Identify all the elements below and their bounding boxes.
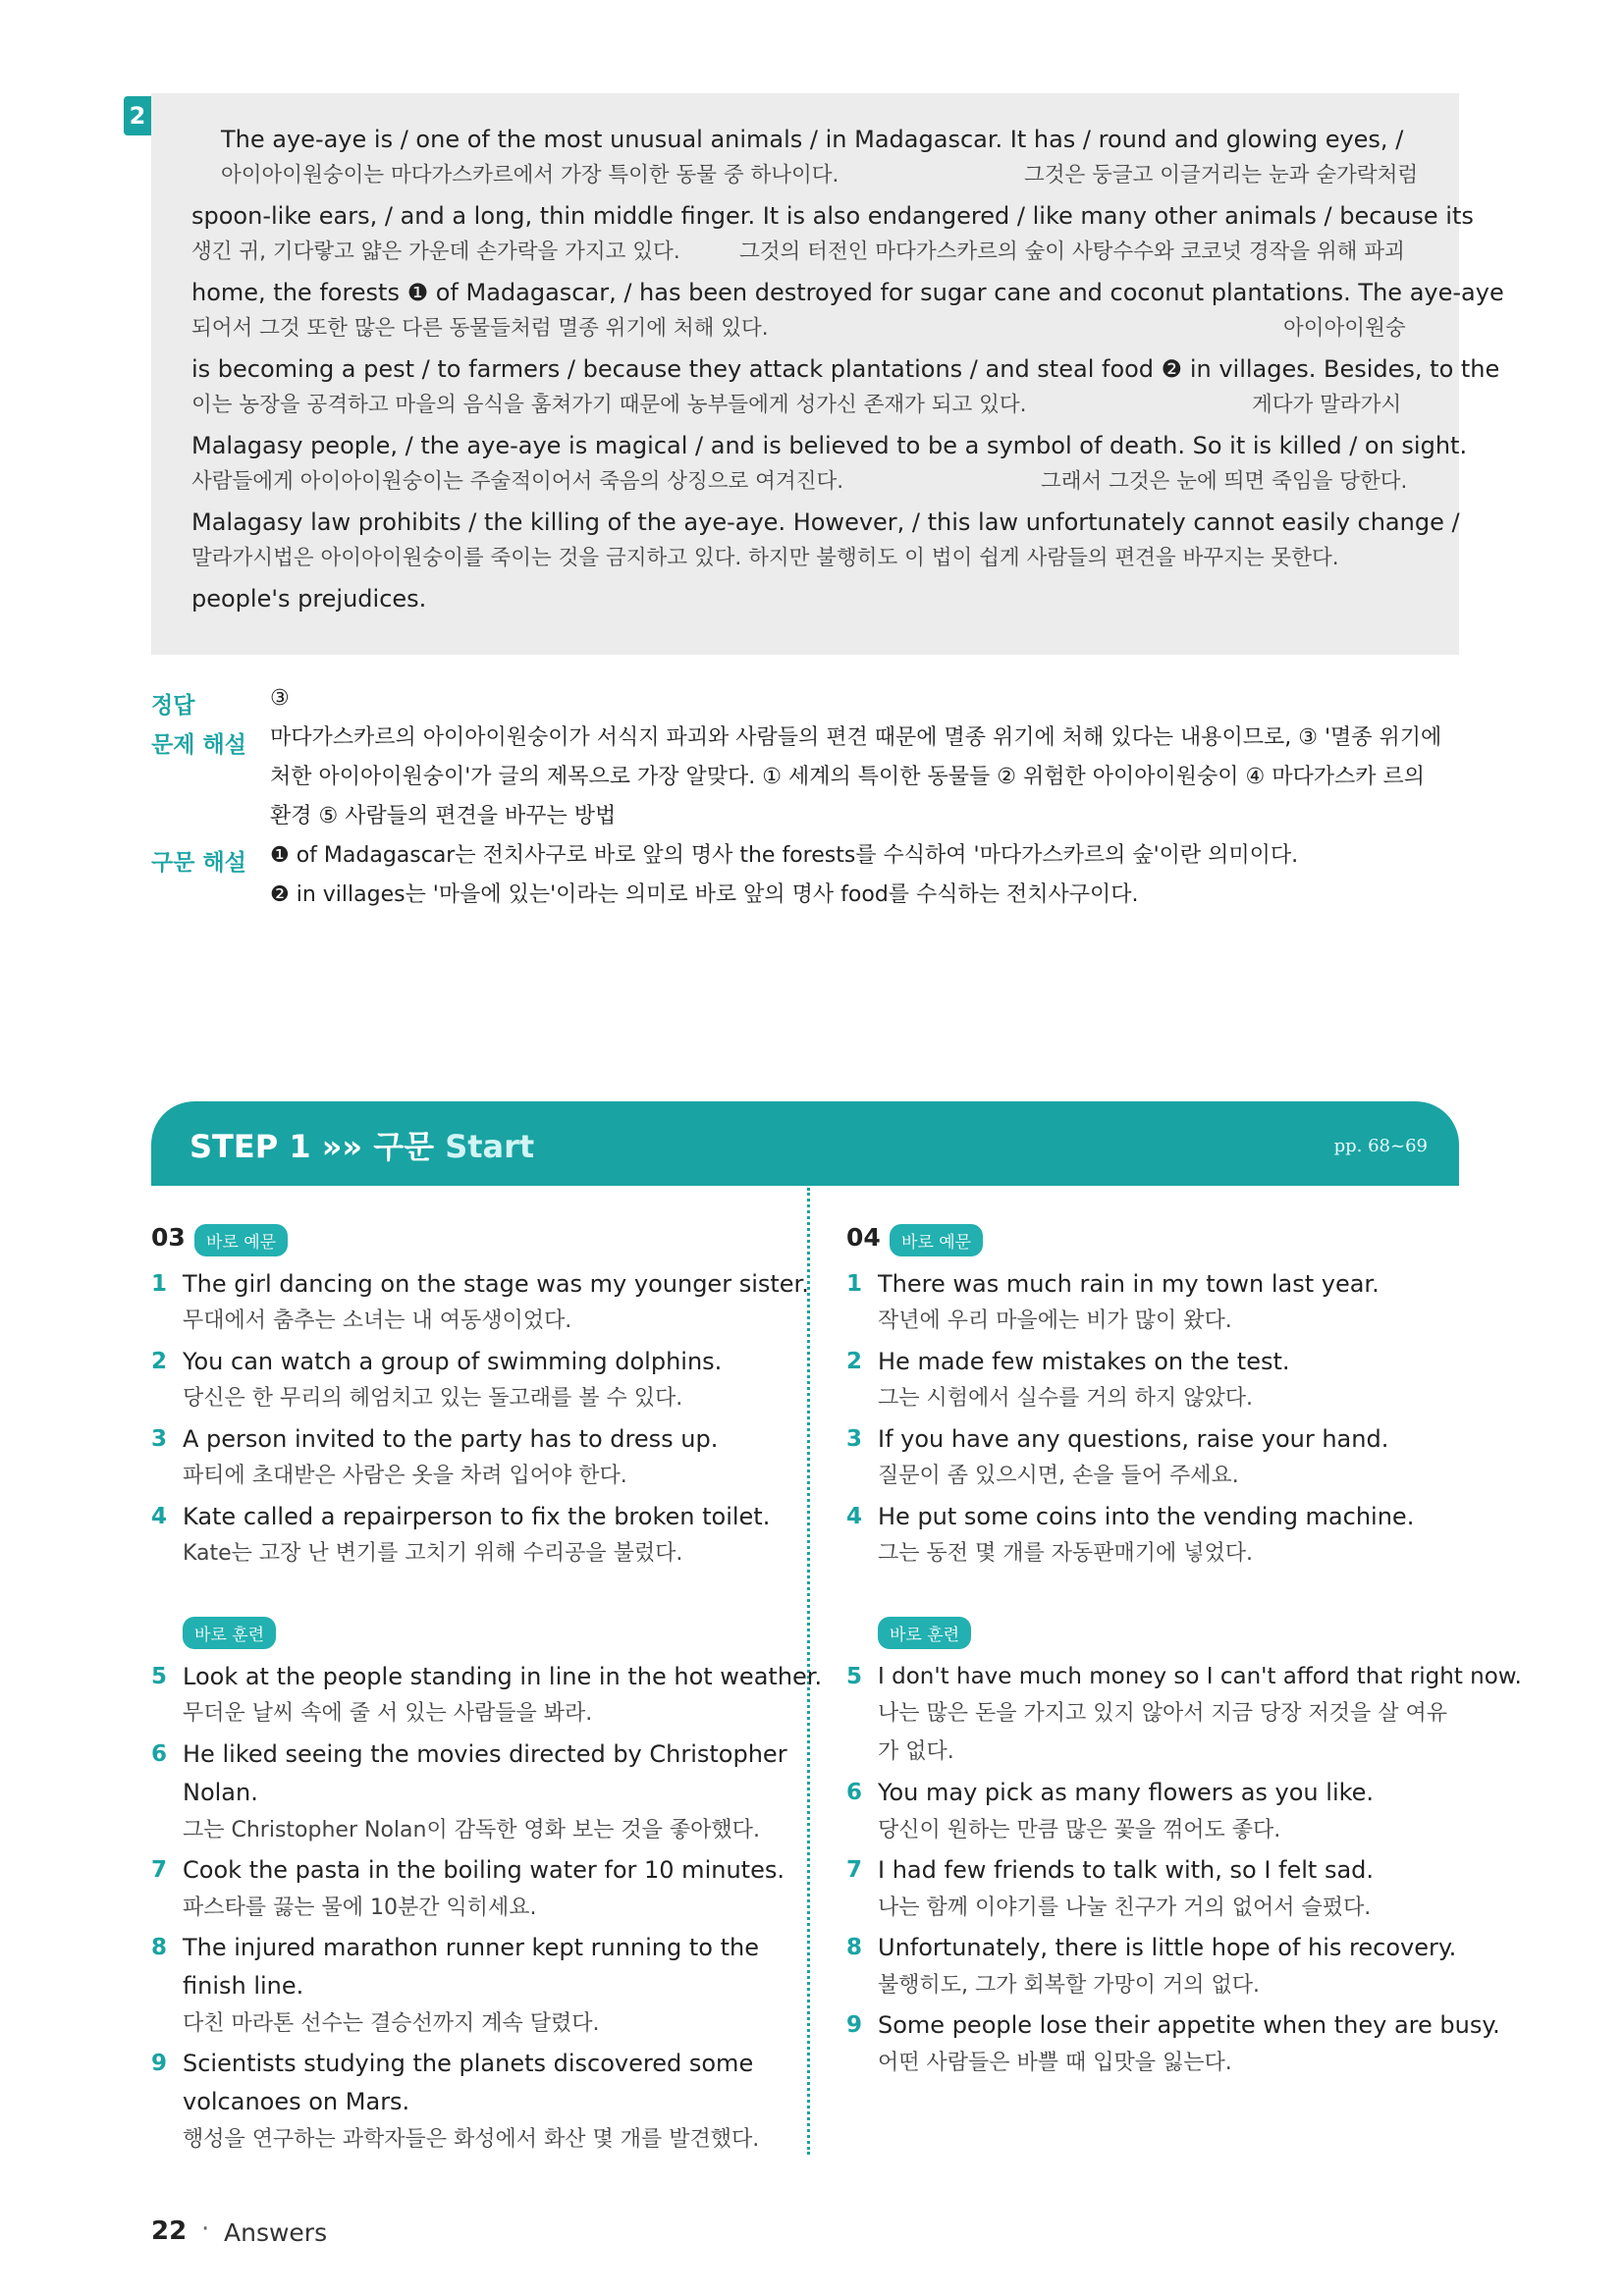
passage-translation: 그것은 둥글고 이글거리는 눈과 숟가락처럼	[1024, 163, 1419, 187]
item-number: 2	[846, 1349, 863, 1374]
training-translation: 어떤 사람들은 바쁠 때 입맛을 잃는다.	[878, 2051, 1232, 2075]
example-translation: 작년에 우리 마을에는 비가 많이 왔다.	[878, 1308, 1232, 1333]
item-number: 8	[151, 1935, 168, 1960]
item-number: 1	[151, 1271, 168, 1297]
training-sentence: Scientists studying the planets discovered some	[183, 2050, 754, 2077]
item-number: 9	[151, 2051, 168, 2076]
explanation-line: 처한 아이아이원숭이'가 글의 제목으로 가장 알맞다. ① 세계의 특이한 동물들 ② 위험한 아이아이원숭이 ④ 마다가스카 르의	[270, 765, 1425, 789]
training-badge: 바로 훈련	[878, 1617, 971, 1649]
syntax-label: 구문 해설	[151, 850, 246, 876]
training-translation: 행성을 연구하는 과학자들은 화성에서 화산 몇 개를 발견했다.	[183, 2127, 760, 2152]
passage-line: The aye-aye is / one of the most unusual animals / in Madagascar. It has / round and glowing eyes, /	[221, 126, 1404, 153]
footer-separator: ·	[201, 2215, 210, 2244]
passage-line: people's prejudices.	[191, 585, 427, 613]
step-title-prefix: STEP 1 »» 구문	[189, 1128, 435, 1165]
passage-translation: 아이아이원숭	[1283, 316, 1406, 341]
item-number: 4	[846, 1504, 863, 1529]
example-translation: 당신은 한 무리의 헤엄치고 있는 돌고래를 볼 수 있다.	[183, 1386, 683, 1411]
item-number: 5	[846, 1664, 863, 1689]
training-sentence: Nolan.	[183, 1779, 258, 1806]
item-number: 1	[846, 1271, 863, 1297]
passage-line: spoon-like ears, / and a long, thin middle finger. It is also endangered / like many other animals / because its	[191, 202, 1474, 230]
training-translation: 그는 Christopher Nolan이 감독한 영화 보는 것을 좋아했다.	[183, 1818, 760, 1842]
passage-line: home, the forests ❶ of Madagascar, / has been destroyed for sugar cane and coconut plantations. The aye-aye	[191, 279, 1504, 306]
example-sentence: A person invited to the party has to dress up.	[183, 1425, 719, 1453]
example-translation: 질문이 좀 있으시면, 손을 들어 주세요.	[878, 1464, 1239, 1488]
training-sentence: You may pick as many flowers as you like.	[878, 1779, 1375, 1806]
example-sentence: You can watch a group of swimming dolphins.	[183, 1348, 723, 1375]
example-sentence: Kate called a repairperson to fix the broken toilet.	[183, 1503, 771, 1530]
example-translation: Kate는 고장 난 변기를 고치기 위해 수리공을 불렀다.	[183, 1541, 683, 1566]
training-badge: 바로 훈련	[183, 1617, 276, 1649]
example-sentence: There was much rain in my town last year.	[878, 1270, 1380, 1298]
training-translation: 당신이 원하는 만큼 많은 꽃을 꺾어도 좋다.	[878, 1818, 1281, 1842]
example-sentence: He put some coins into the vending machine.	[878, 1503, 1415, 1530]
training-sentence: I don't have much money so I can't afford that right now.	[878, 1664, 1522, 1689]
item-number: 9	[846, 2012, 863, 2038]
training-sentence: He liked seeing the movies directed by Christopher	[183, 1740, 787, 1768]
passage-translation: 그래서 그것은 눈에 띄면 죽임을 당한다.	[1041, 469, 1408, 494]
syntax-line: ❶ of Madagascar는 전치사구로 바로 앞의 명사 the forests를 수식하여 '마다가스카르의 숲'이란 의미이다.	[270, 843, 1299, 868]
footer-label: Answers	[224, 2218, 328, 2247]
answer-label: 정답	[151, 693, 195, 719]
training-sentence: I had few friends to talk with, so I felt sad.	[878, 1856, 1375, 1884]
item-number: 7	[151, 1857, 168, 1883]
item-number: 7	[846, 1857, 863, 1883]
training-sentence: Unfortunately, there is little hope of his recovery.	[878, 1934, 1457, 1961]
training-sentence: Look at the people standing in line in the hot weather.	[183, 1663, 823, 1690]
passage-translation: 생긴 귀, 기다랗고 얇은 가운데 손가락을 가지고 있다.	[191, 240, 680, 264]
item-number: 6	[846, 1780, 863, 1805]
step-title	[189, 1122, 534, 1167]
step-title-start: Start	[445, 1128, 535, 1165]
training-sentence: The injured marathon runner kept running to the	[183, 1934, 759, 1961]
item-number: 5	[151, 1664, 168, 1689]
item-number: 2	[151, 1349, 168, 1374]
training-sentence: volcanoes on Mars.	[183, 2088, 410, 2115]
passage-translation: 되어서 그것 또한 많은 다른 동물들처럼 멸종 위기에 처해 있다.	[191, 316, 769, 341]
training-translation: 무더운 날씨 속에 줄 서 있는 사람들을 봐라.	[183, 1701, 593, 1726]
passage-translation: 사람들에게 아이아이원숭이는 주술적이어서 죽음의 상징으로 여겨진다.	[191, 469, 844, 494]
example-translation: 파티에 초대받은 사람은 옷을 차려 입어야 한다.	[183, 1464, 627, 1488]
explanation-line: 환경 ⑤ 사람들의 편견을 바꾸는 방법	[270, 804, 617, 828]
passage-translation: 이는 농장을 공격하고 마을의 음식을 훔쳐가기 때문에 농부들에게 성가신 존재가 되고 있다.	[191, 393, 1027, 417]
page-number: 22	[151, 2216, 188, 2246]
training-sentence: finish line.	[183, 1972, 304, 2000]
example-translation: 그는 시험에서 실수를 거의 하지 않았다.	[878, 1386, 1253, 1411]
section-number: 03	[151, 1223, 186, 1252]
training-translation: 가 없다.	[878, 1739, 954, 1764]
example-sentence: If you have any questions, raise your hand.	[878, 1425, 1389, 1453]
example-badge: 바로 예문	[890, 1224, 983, 1256]
training-sentence: Some people lose their appetite when they are busy.	[878, 2011, 1500, 2039]
passage-line: Malagasy law prohibits / the killing of the aye-aye. However, / this law unfortunately cannot easily change /	[191, 508, 1460, 536]
example-badge: 바로 예문	[194, 1224, 288, 1256]
page-range: pp. 68~69	[1333, 1136, 1428, 1156]
passage-translation: 게다가 말라가시	[1252, 393, 1402, 417]
question-number: 2	[124, 96, 151, 135]
training-sentence: Cook the pasta in the boiling water for 10 minutes.	[183, 1856, 785, 1884]
explanation-label: 문제 해설	[151, 732, 246, 758]
example-sentence: He made few mistakes on the test.	[878, 1348, 1290, 1375]
training-translation: 다친 마라톤 선수는 결승선까지 계속 달렸다.	[183, 2011, 600, 2036]
explanation-line: 마다가스카르의 아이아이원숭이가 서식지 파괴와 사람들의 편견 때문에 멸종 위기에 처해 있다는 내용이므로, ③ '멸종 위기에	[270, 725, 1442, 750]
example-translation: 그는 동전 몇 개를 자동판매기에 넣었다.	[878, 1541, 1253, 1566]
training-translation: 나는 많은 돈을 가지고 있지 않아서 지금 당장 저것을 살 여유	[878, 1701, 1447, 1726]
answer-value: ③	[270, 686, 290, 711]
example-translation: 무대에서 춤추는 소녀는 내 여동생이었다.	[183, 1308, 572, 1333]
item-number: 8	[846, 1935, 863, 1960]
passage-translation: 아이아이원숭이는 마다가스카르에서 가장 특이한 동물 중 하나이다.	[221, 163, 839, 187]
passage-translation: 말라가시법은 아이아이원숭이를 죽이는 것을 금지하고 있다. 하지만 불행히도 이 법이 쉽게 사람들의 편견을 바꾸지는 못한다.	[191, 546, 1339, 570]
example-sentence: The girl dancing on the stage was my younger sister.	[183, 1270, 809, 1298]
item-number: 3	[846, 1426, 863, 1452]
passage-line: Malagasy people, / the aye-aye is magical / and is believed to be a symbol of death. So it is killed / on sight.	[191, 432, 1468, 459]
item-number: 6	[151, 1741, 168, 1767]
passage-translation: 그것의 터전인 마다가스카르의 숲이 사탕수수와 코코넛 경작을 위해 파괴	[739, 240, 1405, 264]
training-translation: 나는 함께 이야기를 나눌 친구가 거의 없어서 슬펐다.	[878, 1896, 1372, 1920]
item-number: 3	[151, 1426, 168, 1452]
section-number: 04	[846, 1223, 881, 1252]
syntax-line: ❷ in villages는 '마을에 있는'이라는 의미로 바로 앞의 명사 food를 수식하는 전치사구이다.	[270, 882, 1139, 907]
training-translation: 파스타를 끓는 물에 10분간 익히세요.	[183, 1896, 537, 1920]
passage-line: is becoming a pest / to farmers / because they attack plantations / and steal food ❷ in villages. Besides, to the	[191, 355, 1500, 383]
item-number: 4	[151, 1504, 168, 1529]
training-translation: 불행히도, 그가 회복할 가망이 거의 없다.	[878, 1973, 1260, 1998]
